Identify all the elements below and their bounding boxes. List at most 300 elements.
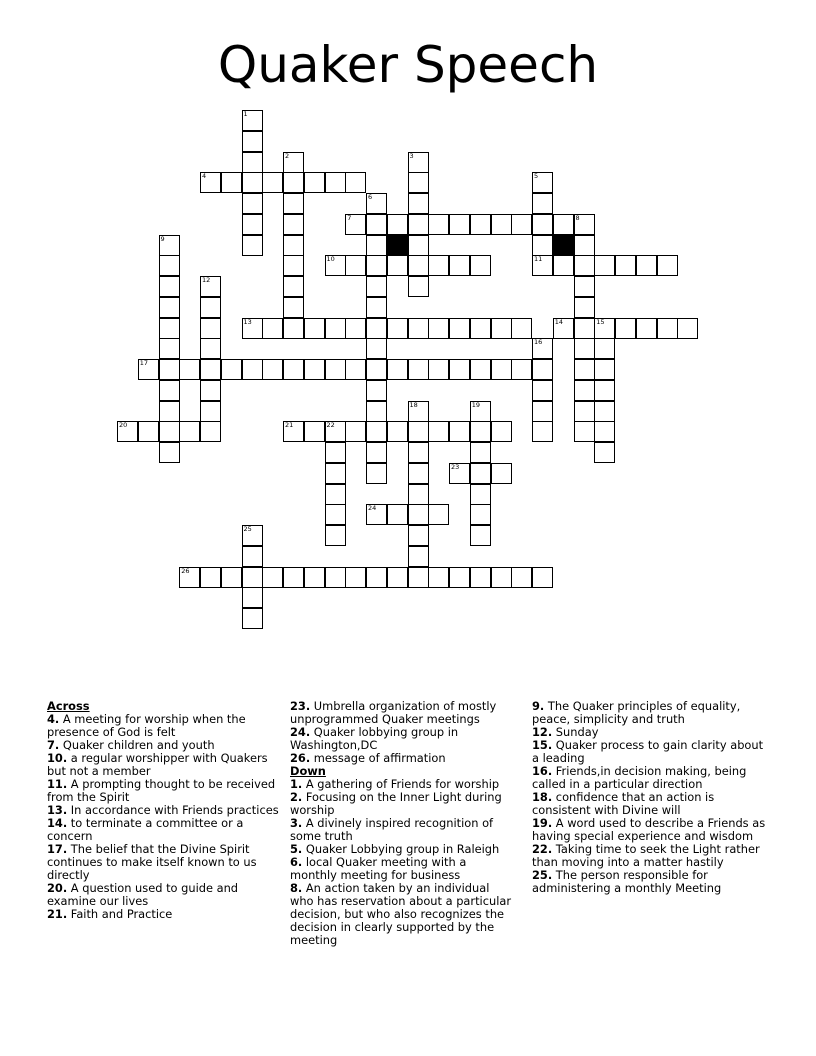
grid-cell[interactable]	[325, 255, 346, 276]
grid-cell[interactable]	[366, 421, 387, 442]
clue-item-number: 11.	[47, 777, 68, 791]
clue-item-number: 12.	[532, 725, 553, 739]
grid-cell[interactable]	[408, 401, 429, 422]
grid-cell[interactable]	[283, 214, 304, 235]
clue-item-text: A question used to guide and examine our lives	[47, 881, 239, 908]
grid-cell[interactable]	[408, 235, 429, 256]
grid-cell[interactable]	[408, 484, 429, 505]
grid-cell[interactable]	[242, 172, 263, 193]
grid-cell[interactable]	[304, 359, 325, 380]
grid-cell[interactable]	[387, 504, 408, 525]
grid-cell[interactable]	[470, 463, 491, 484]
grid-cell[interactable]	[408, 525, 429, 546]
grid-cell[interactable]	[532, 338, 553, 359]
grid-cell[interactable]	[283, 421, 304, 442]
grid-cell[interactable]	[366, 442, 387, 463]
grid-cell[interactable]	[262, 318, 283, 339]
grid-cell[interactable]	[470, 504, 491, 525]
clue-number: 14	[554, 317, 564, 326]
grid-cell[interactable]	[345, 214, 366, 235]
grid-cell[interactable]	[179, 567, 200, 588]
grid-cell[interactable]	[159, 380, 180, 401]
grid-cell[interactable]	[428, 255, 449, 276]
clue-number: 3	[409, 151, 414, 160]
grid-cell[interactable]	[200, 276, 221, 297]
grid-cell[interactable]	[408, 318, 429, 339]
clue-number: 25	[243, 525, 252, 533]
clue-number: 15	[596, 317, 605, 326]
clue-item-text: Quaker lobbying group in Washington,DC	[290, 725, 459, 752]
grid-cell[interactable]	[553, 318, 574, 339]
clue-number: 5	[534, 172, 539, 181]
grid-cell[interactable]	[283, 359, 304, 380]
grid-cell[interactable]	[532, 567, 553, 588]
clue-item	[290, 882, 515, 947]
clue-item	[290, 856, 515, 882]
clue-item	[47, 882, 279, 908]
grid-cell[interactable]	[283, 255, 304, 276]
clue-item	[290, 791, 515, 817]
clue-item-number: 3.	[290, 816, 303, 830]
clue-item	[532, 700, 772, 726]
grid-cell[interactable]	[366, 338, 387, 359]
grid-cell[interactable]	[491, 567, 512, 588]
grid-cell[interactable]	[325, 484, 346, 505]
grid-cell[interactable]	[470, 421, 491, 442]
grid-cell[interactable]	[366, 255, 387, 276]
grid-cell[interactable]	[636, 318, 657, 339]
clue-number: 10	[326, 255, 335, 264]
grid-cell[interactable]	[366, 297, 387, 318]
clue-item-number: 1.	[290, 777, 303, 791]
clue-item	[290, 700, 515, 726]
grid-cell[interactable]	[283, 318, 304, 339]
grid-cell[interactable]	[594, 359, 615, 380]
grid-cell[interactable]	[408, 152, 429, 173]
grid-cell[interactable]	[387, 359, 408, 380]
clue-number: 23	[451, 462, 460, 471]
clue-number: 4	[202, 172, 207, 181]
grid-cell[interactable]	[242, 214, 263, 235]
clue-item-text: Quaker Lobbying group in Raleigh	[302, 842, 500, 856]
grid-cell[interactable]	[553, 214, 574, 235]
grid-cell[interactable]	[594, 401, 615, 422]
clue-number: 24	[368, 504, 377, 513]
grid-cell[interactable]	[553, 255, 574, 276]
clues-column-3	[532, 700, 772, 895]
grid-cell[interactable]	[325, 567, 346, 588]
grid-cell[interactable]	[574, 297, 595, 318]
clue-item-number: 15.	[532, 738, 553, 752]
clue-item-number: 5.	[290, 842, 303, 856]
grid-cell[interactable]	[345, 359, 366, 380]
grid-cell[interactable]	[532, 235, 553, 256]
grid-cell[interactable]	[283, 235, 304, 256]
grid-cell[interactable]	[325, 318, 346, 339]
grid-cell[interactable]	[408, 214, 429, 235]
grid-cell[interactable]	[283, 567, 304, 588]
clue-number: 12	[202, 276, 211, 284]
grid-cell[interactable]	[221, 359, 242, 380]
grid-cell[interactable]	[408, 421, 429, 442]
grid-cell[interactable]	[304, 172, 325, 193]
grid-cell[interactable]	[574, 235, 595, 256]
grid-cell[interactable]	[345, 172, 366, 193]
clue-item-text: The Quaker principles of equality, peace, simplicity and truth	[532, 699, 741, 726]
clue-item-text: The belief that the Divine Spirit continues to make itself known to us directly	[47, 842, 257, 882]
grid-cell[interactable]	[159, 297, 180, 318]
grid-cell[interactable]	[387, 214, 408, 235]
grid-cell[interactable]	[491, 359, 512, 380]
clue-item	[532, 869, 772, 895]
grid-cell[interactable]	[594, 255, 615, 276]
grid-cell[interactable]	[408, 567, 429, 588]
grid-cell[interactable]	[594, 318, 615, 339]
grid-cell[interactable]	[325, 442, 346, 463]
grid-cell[interactable]	[470, 359, 491, 380]
grid-cell[interactable]	[470, 214, 491, 235]
grid-cell[interactable]	[366, 318, 387, 339]
grid-cell[interactable]	[242, 567, 263, 588]
grid-cell[interactable]	[532, 421, 553, 442]
clue-number: 19	[471, 400, 481, 409]
grid-cell[interactable]	[200, 318, 221, 339]
grid-cell[interactable]	[574, 214, 595, 235]
clue-item-number: 24.	[290, 725, 311, 739]
clue-item-number: 17.	[47, 842, 68, 856]
clue-item-text: Taking time to seek the Light rather than moving into a matter hastily	[532, 842, 760, 869]
clue-item-text: In accordance with Friends practices	[67, 803, 279, 817]
clue-item-text: Focusing on the Inner Light during worship	[290, 790, 502, 817]
grid-cell[interactable]	[159, 318, 180, 339]
grid-cell[interactable]	[242, 110, 263, 131]
grid-cell[interactable]	[200, 401, 221, 422]
grid-cell[interactable]	[532, 359, 553, 380]
grid-cell[interactable]	[449, 359, 470, 380]
clue-item-number: 10.	[47, 751, 68, 765]
clue-item-text: An action taken by an individual who has reservation about a particular decision, but who also recognizes the decision in clearly supported by the meeting	[290, 881, 512, 947]
grid-cell[interactable]	[532, 380, 553, 401]
clue-item-number: 16.	[532, 764, 553, 778]
grid-cell[interactable]	[574, 401, 595, 422]
grid-cell[interactable]	[428, 567, 449, 588]
grid-cell[interactable]	[325, 504, 346, 525]
grid-cell[interactable]	[366, 193, 387, 214]
clue-number: 22	[326, 421, 335, 430]
grid-cell[interactable]	[470, 525, 491, 546]
grid-cell[interactable]	[179, 359, 200, 380]
clue-item-number: 9.	[532, 699, 545, 713]
clue-item	[47, 843, 279, 882]
clues-column-2	[290, 700, 515, 947]
clue-item-text: Quaker process to gain clarity about a leading	[532, 738, 764, 765]
grid-cell[interactable]	[532, 214, 553, 235]
grid-cell[interactable]	[200, 297, 221, 318]
grid-cell[interactable]	[325, 172, 346, 193]
grid-cell[interactable]	[242, 318, 263, 339]
grid-cell[interactable]	[283, 172, 304, 193]
grid-cell[interactable]	[449, 255, 470, 276]
grid-cell[interactable]	[449, 463, 470, 484]
grid-cell[interactable]	[242, 587, 263, 608]
grid-cell[interactable]	[574, 338, 595, 359]
grid-cell[interactable]	[325, 359, 346, 380]
grid-cell[interactable]	[159, 338, 180, 359]
grid-cell[interactable]	[532, 401, 553, 422]
clue-number: 20	[119, 421, 128, 430]
grid-cell[interactable]	[387, 255, 408, 276]
grid-cell[interactable]	[657, 318, 678, 339]
grid-cell[interactable]	[304, 318, 325, 339]
grid-cell[interactable]	[179, 421, 200, 442]
grid-cell[interactable]	[594, 380, 615, 401]
clue-item-text: to terminate a committee or a concern	[47, 816, 244, 843]
clue-section-heading: Down	[290, 764, 326, 778]
grid-cell[interactable]	[408, 255, 429, 276]
clue-item-number: 26.	[290, 751, 311, 765]
clue-number: 1	[243, 110, 248, 118]
grid-cell[interactable]	[304, 567, 325, 588]
grid-cell[interactable]	[408, 172, 429, 193]
clue-section-heading: Across	[47, 699, 90, 713]
grid-cell[interactable]	[574, 255, 595, 276]
grid-cell[interactable]	[138, 421, 159, 442]
grid-cell[interactable]	[200, 338, 221, 359]
grid-cell[interactable]	[428, 504, 449, 525]
grid-cell[interactable]	[408, 504, 429, 525]
clue-item	[47, 908, 279, 921]
grid-cell[interactable]	[657, 255, 678, 276]
grid-cell[interactable]	[615, 318, 636, 339]
grid-cell[interactable]	[242, 608, 263, 629]
grid-cell[interactable]	[594, 338, 615, 359]
grid-cell[interactable]	[491, 421, 512, 442]
clue-item	[532, 791, 772, 817]
clue-item-number: 18.	[532, 790, 553, 804]
clue-item-number: 19.	[532, 816, 553, 830]
grid-cell[interactable]	[511, 359, 532, 380]
clue-number: 18	[409, 400, 418, 409]
grid-cell[interactable]	[470, 484, 491, 505]
grid-cell[interactable]	[159, 255, 180, 276]
clue-item-text: A divinely inspired recognition of some truth	[290, 816, 494, 843]
grid-cell[interactable]	[491, 463, 512, 484]
grid-cell[interactable]	[408, 193, 429, 214]
grid-cell[interactable]	[574, 421, 595, 442]
grid-cell[interactable]	[594, 421, 615, 442]
clue-item-text: A meeting for worship when the presence of God is felt	[47, 712, 246, 739]
grid-cell[interactable]	[532, 255, 553, 276]
clue-item-number: 13.	[47, 803, 68, 817]
clue-item-number: 2.	[290, 790, 303, 804]
grid-cell[interactable]	[366, 567, 387, 588]
grid-cell[interactable]	[428, 318, 449, 339]
grid-cell[interactable]	[366, 463, 387, 484]
grid-cell[interactable]	[200, 172, 221, 193]
grid-cell[interactable]	[262, 567, 283, 588]
clue-item	[532, 739, 772, 765]
grid-cell[interactable]	[345, 567, 366, 588]
grid-cell[interactable]	[574, 359, 595, 380]
grid-cell[interactable]	[574, 380, 595, 401]
clue-item-text: Faith and Practice	[67, 907, 173, 921]
grid-cell[interactable]	[470, 255, 491, 276]
clue-item	[532, 843, 772, 869]
clue-item-number: 14.	[47, 816, 68, 830]
grid-cell[interactable]	[159, 421, 180, 442]
clue-item-text: Sunday	[552, 725, 599, 739]
grid-cell[interactable]	[159, 276, 180, 297]
grid-cell[interactable]	[283, 152, 304, 173]
grid-cell[interactable]	[428, 359, 449, 380]
grid-cell[interactable]	[491, 318, 512, 339]
grid-cell[interactable]	[677, 318, 698, 339]
grid-cell[interactable]	[200, 359, 221, 380]
clue-item-text: local Quaker meeting with a monthly meeting for business	[290, 855, 467, 882]
grid-cell[interactable]	[470, 401, 491, 422]
grid-cell[interactable]	[387, 567, 408, 588]
grid-cell[interactable]	[574, 276, 595, 297]
grid-cell[interactable]	[532, 172, 553, 193]
clue-item	[47, 778, 279, 804]
clue-number: 16	[534, 338, 543, 347]
grid-cell[interactable]	[242, 193, 263, 214]
grid-cell[interactable]	[242, 131, 263, 152]
grid-cell[interactable]	[325, 463, 346, 484]
grid-cell[interactable]	[366, 359, 387, 380]
clue-item-text: message of affirmation	[310, 751, 446, 765]
clue-item-number: 4.	[47, 712, 60, 726]
clue-number: 8	[575, 213, 580, 222]
grid-cell[interactable]	[636, 255, 657, 276]
clue-item	[290, 817, 515, 843]
clue-item-number: 20.	[47, 881, 68, 895]
grid-cell[interactable]	[221, 172, 242, 193]
grid-cell[interactable]	[366, 235, 387, 256]
grid-cell[interactable]	[242, 152, 263, 173]
grid-cell[interactable]	[221, 567, 242, 588]
grid-cell[interactable]	[428, 214, 449, 235]
grid-cell[interactable]	[449, 214, 470, 235]
clue-number: 11	[534, 255, 543, 264]
clue-item-number: 21.	[47, 907, 68, 921]
grid-cell[interactable]	[387, 421, 408, 442]
grid-cell[interactable]	[200, 421, 221, 442]
grid-cell[interactable]	[408, 463, 429, 484]
clue-item	[290, 726, 515, 752]
grid-cell[interactable]	[242, 525, 263, 546]
grid-cell[interactable]	[408, 546, 429, 567]
clue-item-text: a regular worshipper with Quakers but not a member	[47, 751, 268, 778]
grid-cell[interactable]	[615, 255, 636, 276]
grid-cell[interactable]	[511, 567, 532, 588]
grid-cell[interactable]	[159, 442, 180, 463]
clue-item	[47, 713, 279, 739]
grid-cell[interactable]	[408, 276, 429, 297]
clue-number: 6	[368, 193, 373, 201]
grid-cell[interactable]	[491, 214, 512, 235]
grid-cell[interactable]	[262, 359, 283, 380]
grid-cell[interactable]	[283, 193, 304, 214]
grid-cell[interactable]	[325, 525, 346, 546]
grid-cell[interactable]	[242, 235, 263, 256]
clue-number: 17	[139, 359, 149, 367]
grid-cell[interactable]	[532, 193, 553, 214]
clue-item-number: 8.	[290, 881, 303, 895]
clues-column-1	[47, 700, 279, 921]
grid-cell[interactable]	[117, 421, 138, 442]
grid-cell[interactable]	[511, 214, 532, 235]
grid-cell[interactable]	[449, 318, 470, 339]
clue-item-text: Friends,in decision making, being called in a particular direction	[532, 764, 747, 791]
clue-item	[47, 817, 279, 843]
grid-cell[interactable]	[366, 214, 387, 235]
clue-item-text: Quaker children and youth	[59, 738, 215, 752]
grid-cell[interactable]	[470, 318, 491, 339]
grid-cell[interactable]	[283, 297, 304, 318]
grid-cell[interactable]	[470, 442, 491, 463]
grid-cell[interactable]	[449, 567, 470, 588]
clue-number: 2	[285, 151, 290, 160]
grid-block	[553, 235, 574, 256]
grid-cell[interactable]	[408, 442, 429, 463]
grid-cell[interactable]	[428, 421, 449, 442]
grid-cell[interactable]	[138, 359, 159, 380]
grid-cell[interactable]	[574, 318, 595, 339]
clue-item-text: The person responsible for administering a monthly Meeting	[532, 868, 722, 895]
clue-item	[47, 752, 279, 778]
grid-cell[interactable]	[242, 359, 263, 380]
grid-cell[interactable]	[304, 421, 325, 442]
grid-cell[interactable]	[325, 421, 346, 442]
grid-cell[interactable]	[387, 318, 408, 339]
grid-cell[interactable]	[470, 567, 491, 588]
grid-cell[interactable]	[366, 401, 387, 422]
clue-item	[532, 765, 772, 791]
grid-cell[interactable]	[345, 255, 366, 276]
grid-cell[interactable]	[449, 421, 470, 442]
grid-cell[interactable]	[159, 235, 180, 256]
clue-number: 13	[243, 317, 252, 326]
grid-cell[interactable]	[408, 359, 429, 380]
clue-item-number: 22.	[532, 842, 553, 856]
grid-cell[interactable]	[345, 318, 366, 339]
clue-number: 9	[160, 234, 165, 243]
clue-number: 7	[347, 213, 352, 222]
grid-cell[interactable]	[283, 276, 304, 297]
grid-cell[interactable]	[511, 318, 532, 339]
grid-cell[interactable]	[159, 401, 180, 422]
grid-cell[interactable]	[159, 359, 180, 380]
clue-item-number: 25.	[532, 868, 553, 882]
grid-cell[interactable]	[242, 546, 263, 567]
grid-cell[interactable]	[345, 421, 366, 442]
clue-number: 21	[285, 421, 294, 430]
grid-cell[interactable]	[366, 276, 387, 297]
grid-cell[interactable]	[200, 380, 221, 401]
clue-item-number: 23.	[290, 699, 311, 713]
clue-item-text: confidence that an action is consistent with Divine will	[532, 790, 715, 817]
grid-block	[387, 235, 408, 256]
puzzle-title: Quaker Speech	[217, 36, 599, 94]
clue-item-number: 6.	[290, 855, 303, 869]
grid-cell[interactable]	[200, 567, 221, 588]
grid-cell[interactable]	[262, 172, 283, 193]
clue-item-text: A word used to describe a Friends as having special experience and wisdom	[532, 816, 766, 843]
grid-cell[interactable]	[366, 380, 387, 401]
grid-cell[interactable]	[366, 504, 387, 525]
grid-cell[interactable]	[594, 442, 615, 463]
